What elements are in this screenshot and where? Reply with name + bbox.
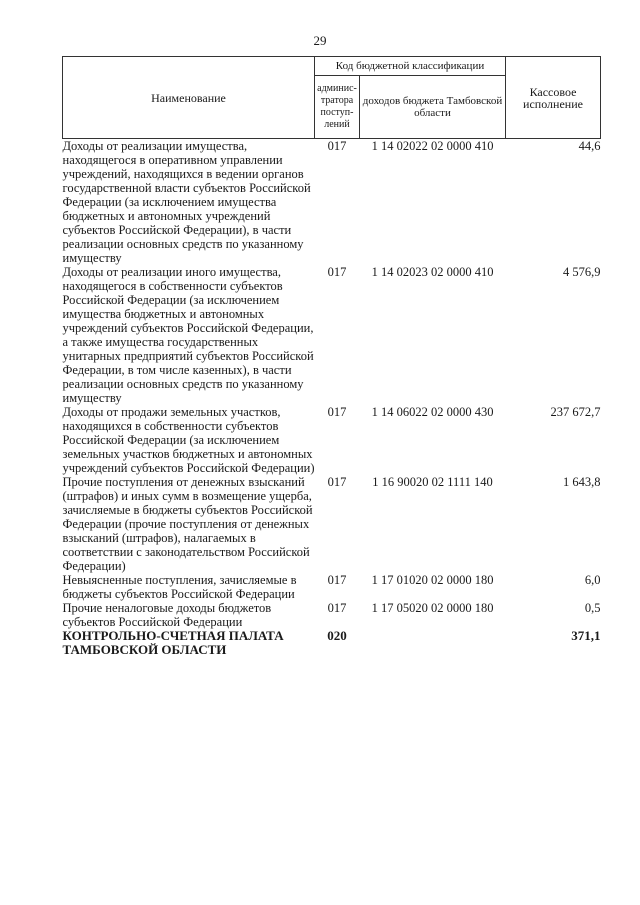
row-amount: 371,1: [571, 628, 601, 643]
row-income-code: 1 17 01020 02 0000 180: [371, 573, 494, 587]
header-code-group: Код бюджетной классификации: [315, 57, 506, 76]
header-income-code: доходов бюджета Тамбовской области: [360, 76, 506, 139]
row-income-code: 1 14 02022 02 0000 410: [371, 139, 494, 153]
page-number: 29: [313, 33, 327, 48]
row-amount: 6,0: [584, 573, 601, 587]
budget-table: [62, 56, 601, 657]
row-name: Доходы от реализации иного имущества, находящегося в собственности субъектов Российской Федерации (за исключением имущества бюджетных и автономных учреждений субъектов Российской Федерации, а также имущества государственных унитарных предприятий субъектов Российской Федерации, в том числе казенных), в части реализации основных средств по указанному имуществу: [62, 265, 314, 405]
row-name: Доходы от реализации имущества, находящегося в оперативном управлении учреждений, находящихся в ведении органов государственной власти субъектов Российской Федерации (за исключением имущества бюджетных и автономных учреждений субъектов Российской Федерации), в части реализации основных средств по указанному имуществу: [62, 139, 311, 265]
row-amount: 1 643,8: [563, 475, 601, 489]
table-row: [63, 405, 601, 475]
table-row: [63, 573, 601, 601]
row-name: Прочие поступления от денежных взысканий (штрафов) и иных сумм в возмещение ущерба, зачисляемые в бюджеты субъектов Российской Федерации (прочие поступления от денежных взысканий (штрафов), налагаемых в соответствии с законодательством Российской Федерации): [62, 475, 313, 573]
header-amount: Кассовое исполнение: [506, 57, 601, 139]
row-amount: 0,5: [584, 601, 601, 615]
header-admin: админис-тратора поступ-лений: [315, 76, 360, 139]
table-row: [63, 265, 601, 405]
row-amount: 44,6: [578, 139, 601, 153]
row-admin-code: 017: [327, 601, 347, 615]
row-income-code: [360, 629, 506, 657]
row-income-code: 1 14 06022 02 0000 430: [371, 405, 494, 419]
table-row-total: [63, 629, 601, 657]
row-income-code: 1 16 90020 02 1111 140: [372, 475, 493, 489]
row-admin-code: 017: [327, 139, 347, 153]
row-amount: 4 576,9: [563, 265, 601, 279]
row-name: Доходы от продажи земельных участков, находящихся в собственности субъектов Российской Федерации (за исключением земельных участков бюджетных и автономных учреждений субъектов Российской Федерации): [62, 405, 315, 475]
row-admin-code: 017: [327, 475, 347, 489]
row-income-code: 1 17 05020 02 0000 180: [371, 601, 494, 615]
row-name: Невыясненные поступления, зачисляемые в бюджеты субъектов Российской Федерации: [62, 573, 297, 601]
table-row: [63, 601, 601, 629]
row-income-code: 1 14 02023 02 0000 410: [371, 265, 494, 279]
header-name: Наименование: [63, 57, 315, 139]
table-row: [63, 475, 601, 573]
row-name: Прочие неналоговые доходы бюджетов субъектов Российской Федерации: [62, 601, 272, 629]
row-admin-code: 020: [327, 628, 347, 643]
row-admin-code: 017: [327, 405, 347, 419]
row-amount: 237 672,7: [550, 405, 601, 419]
row-admin-code: 017: [327, 573, 347, 587]
row-name: КОНТРОЛЬНО-СЧЕТНАЯ ПАЛАТА ТАМБОВСКОЙ ОБЛАСТИ: [62, 628, 284, 657]
table-row: [63, 139, 601, 266]
row-admin-code: 017: [327, 265, 347, 279]
